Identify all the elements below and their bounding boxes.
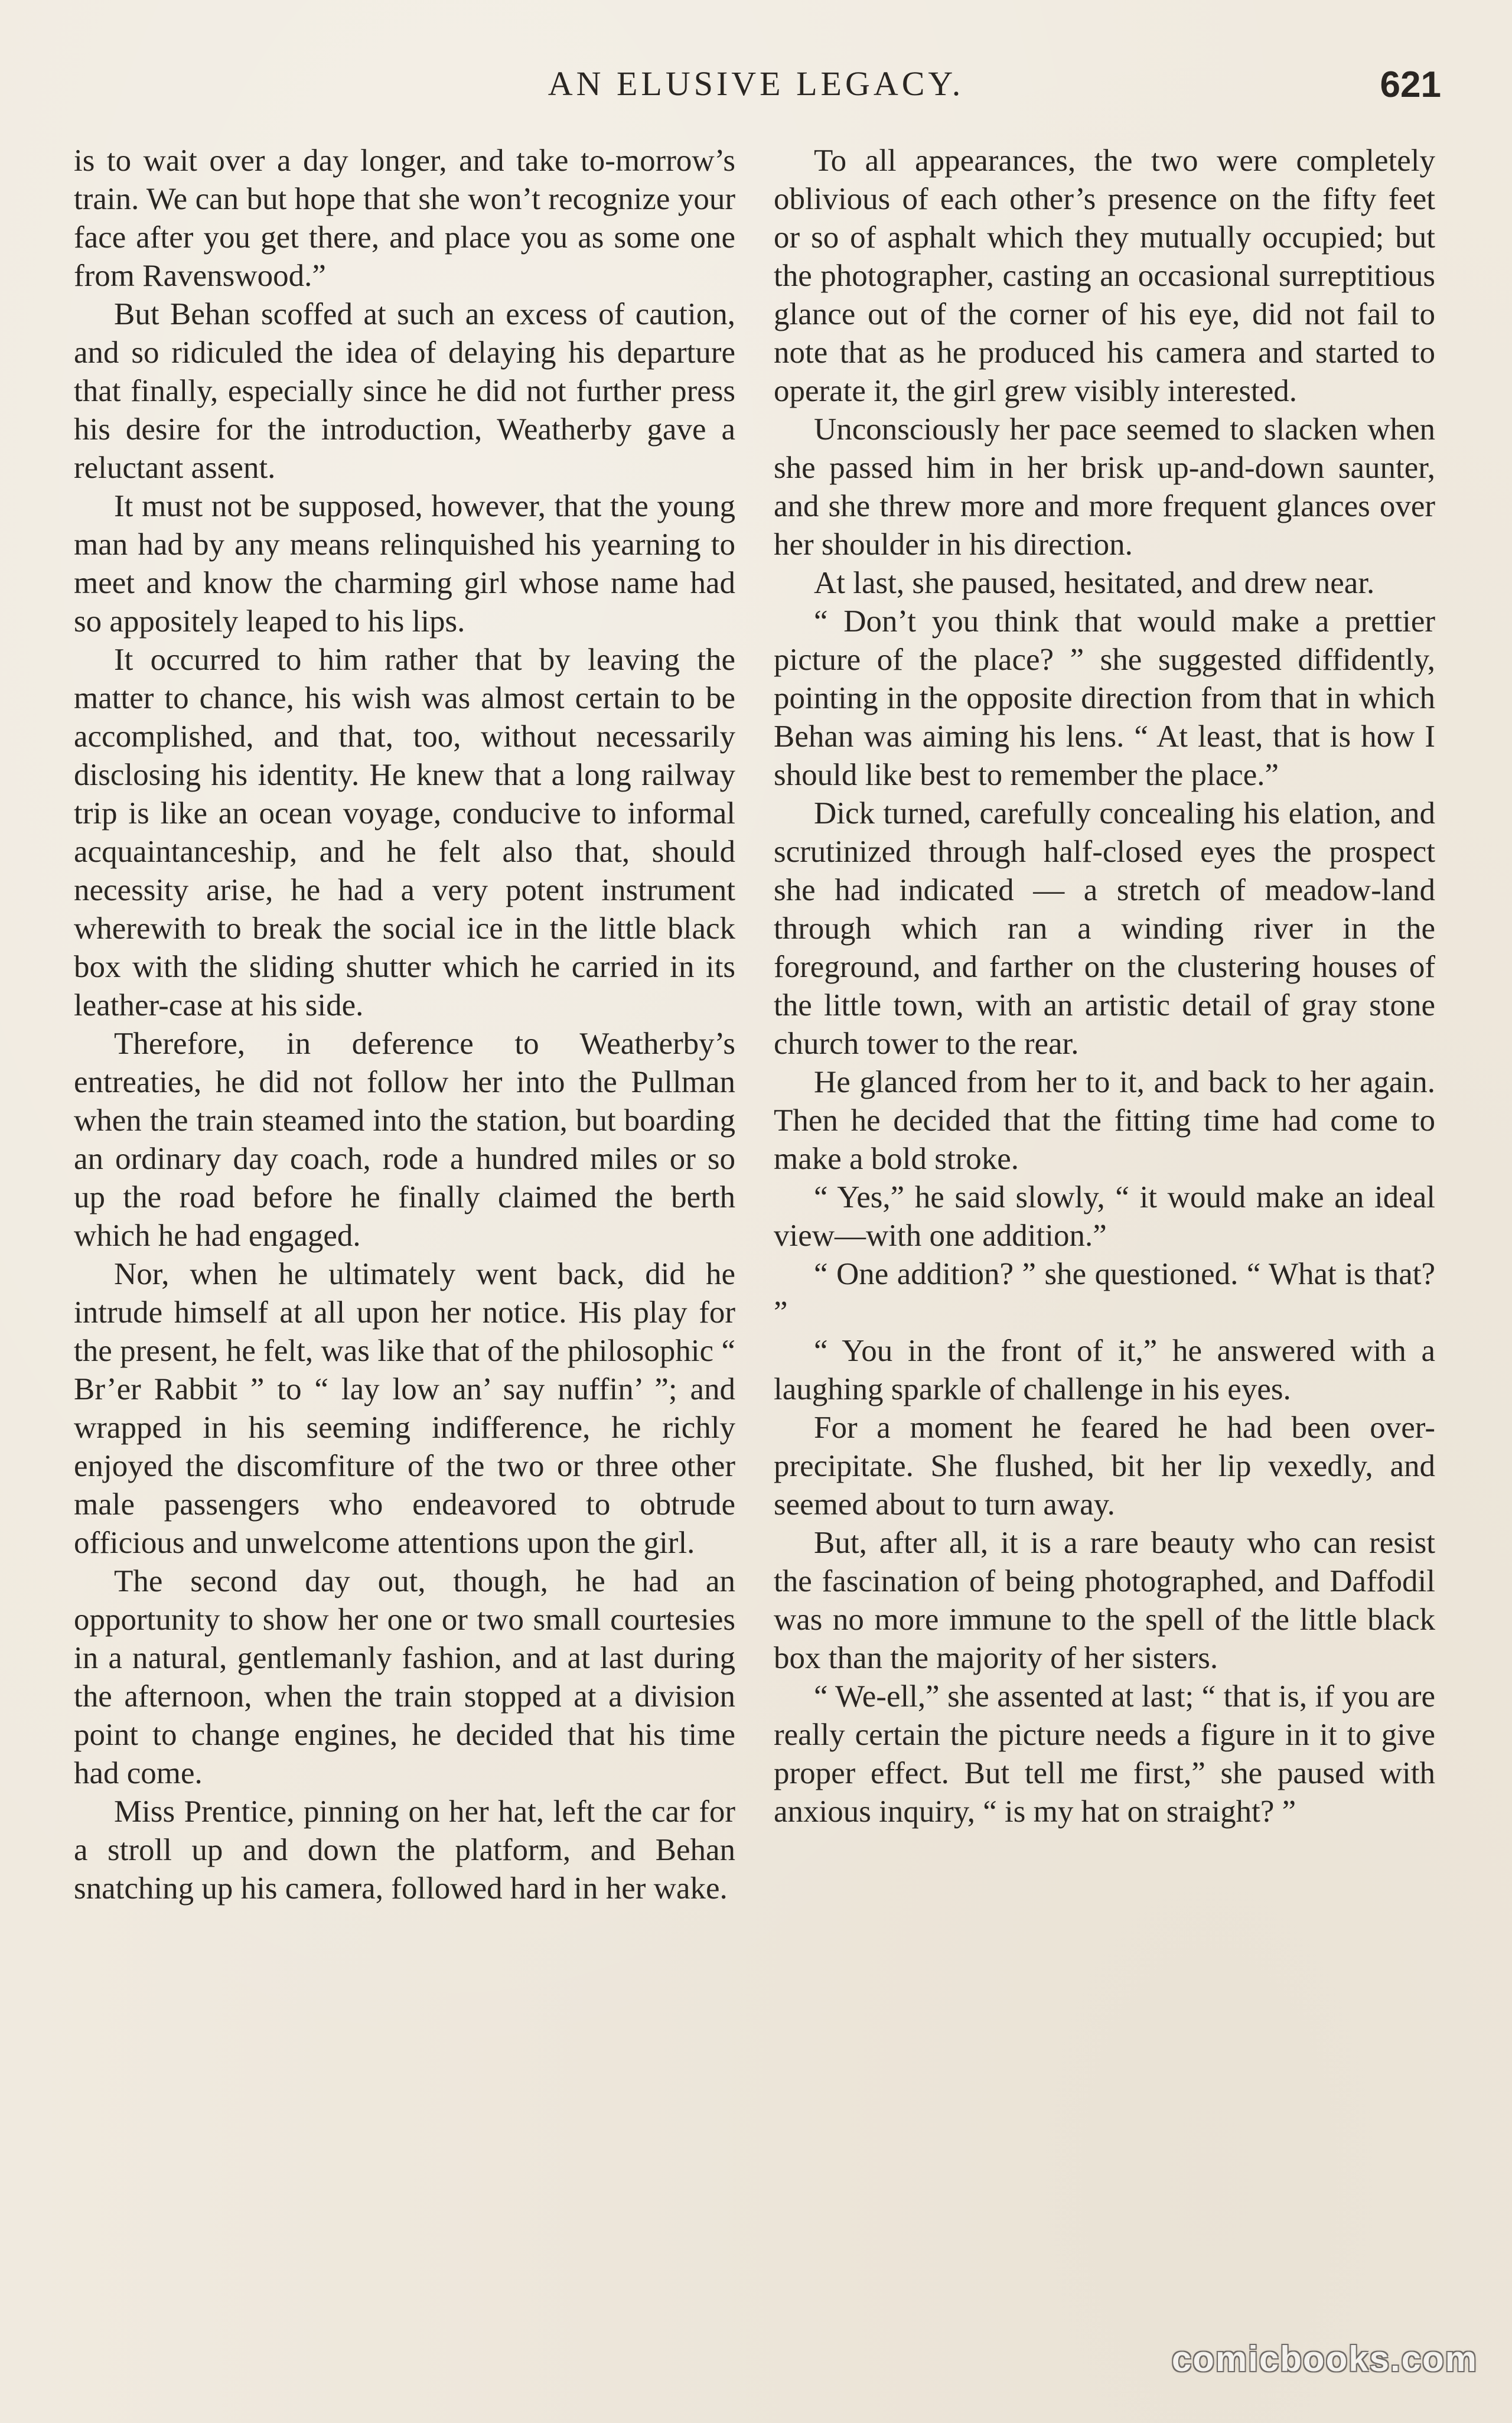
left-column: [74, 142, 735, 1908]
paragraph: It occurred to him rather that by leaving the matter to chance, his wish was almost certain to be accomplished, and that, too, without necessarily disclosing his identity. He knew that a long railway trip is like an ocean voyage, conducive to informal acquaintanceship, and he felt also that, should necessity arise, he had a very potent instrument wherewith to break the social ice in the little black box with the sliding shutter which he carried in its leather-case at his side.: [74, 643, 735, 1022]
paragraph: Therefore, in deference to Weatherby’s entreaties, he did not follow her into the Pullman when the train steamed into the station, but boarding an ordinary day coach, rode a hundred miles or so up the road before he finally claimed the berth which he had engaged.: [74, 1027, 735, 1253]
text-columns: [74, 142, 1444, 2327]
paragraph: “ One addition? ” she questioned. “ What is that? ”: [774, 1257, 1435, 1330]
paragraph: He glanced from her to it, and back to her again. Then he decided that the fitting time had come to make a bold stroke.: [774, 1065, 1435, 1176]
right-column: [774, 142, 1435, 1831]
paragraph: “ You in the front of it,” he answered with a laughing sparkle of challenge in his eyes.: [774, 1334, 1435, 1406]
paragraph: is to wait over a day longer, and take to-morrow’s train. We can but hope that she won’t recognize your face after you get there, and place you as some one from Ravenswood.”: [74, 144, 735, 293]
paragraph: At last, she paused, hesitated, and drew near.: [814, 566, 1375, 600]
paragraph: But Behan scoffed at such an excess of caution, and so ridiculed the idea of delaying his departure that finally, especially since he did not further press his desire for the introduction, Weatherby gave a reluctant assent.: [74, 297, 735, 485]
page-number: 621: [1380, 64, 1441, 105]
paragraph: “ We-ell,” she assented at last; “ that is, if you are really certain the picture needs a figure in it to give proper effect. But tell me first,” she paused with anxious inquiry, “ is my hat on straight? ”: [774, 1679, 1435, 1829]
paragraph: It must not be supposed, however, that the young man had by any means relinquished his yearning to meet and know the charming girl whose name had so appositely leaped to his lips.: [74, 489, 735, 639]
running-header: [71, 64, 1441, 111]
paragraph: For a moment he feared he had been over-precipitate. She flushed, bit her lip vexedly, and seemed about to turn away.: [774, 1411, 1435, 1522]
watermark: comicbooks.com: [1171, 2339, 1478, 2379]
paragraph: Dick turned, carefully concealing his elation, and scrutinized through half-closed eyes the prospect she had indicated — a stretch of meadow-land through which ran a winding river in the foreground, and farther on the clustering houses of the little town, with an artistic detail of gray stone church tower to the rear.: [774, 796, 1435, 1061]
paragraph: But, after all, it is a rare beauty who can resist the fascination of being photographed, and Daffodil was no more immune to the spell of the little black box than the majority of her sisters.: [774, 1526, 1435, 1675]
paragraph: Nor, when he ultimately went back, did he intrude himself at all upon her notice. His play for the present, he felt, was like that of the philosophic “ Br’er Rabbit ” to “ lay low an’ say nuffin’ ”; and wrapped in his seeming indifference, he richly enjoyed the discomfiture of the two or three other male passengers who endeavored to obtrude officious and unwelcome attentions upon the girl.: [74, 1257, 735, 1560]
running-title: AN ELUSIVE LEGACY.: [548, 64, 964, 103]
paragraph: To all appearances, the two were completely oblivious of each other’s presence on the fifty feet or so of asphalt which they mutually occupied; but the photographer, casting an occasional surreptitious glance out of the corner of his eye, did not fail to note that as he produced his camera and started to operate it, the girl grew visibly interested.: [774, 144, 1435, 408]
paragraph: “ Don’t you think that would make a prettier picture of the place? ” she suggested diffidently, pointing in the opposite direction from that in which Behan was aiming his lens. “ At least, that is how I should like best to remember the place.”: [774, 604, 1435, 792]
paragraph: Miss Prentice, pinning on her hat, left the car for a stroll up and down the platform, and Behan snatching up his camera, followed hard in her wake.: [74, 1795, 735, 1906]
paragraph: Unconsciously her pace seemed to slacken when she passed him in her brisk up-and-down saunter, and she threw more and more frequent glances over her shoulder in his direction.: [774, 412, 1435, 562]
paragraph: The second day out, though, he had an opportunity to show her one or two small courtesies in a natural, gentlemanly fashion, and at last during the afternoon, when the train stopped at a division point to change engines, he decided that his time had come.: [74, 1564, 735, 1790]
paragraph: “ Yes,” he said slowly, “ it would make an ideal view—with one addition.”: [774, 1180, 1435, 1253]
